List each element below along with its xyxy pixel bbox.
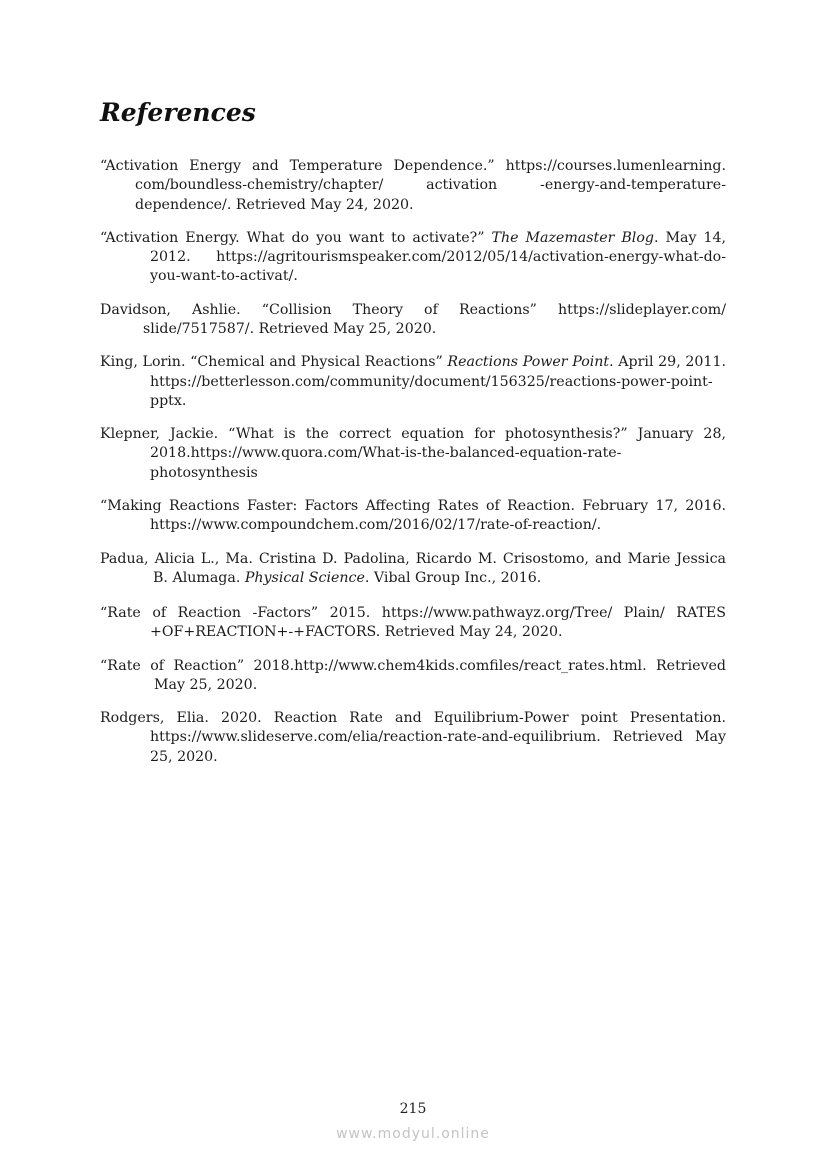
reference-item bbox=[100, 497, 726, 535]
reference-item bbox=[100, 425, 726, 483]
reference-text: “Rate of Reaction” 2018.http://www.chem4kids.comfiles/react_rates.html. Retrieved May 25, 2020. bbox=[100, 657, 726, 693]
reference-text: “Activation Energy. What do you want to activate?” bbox=[100, 229, 492, 246]
page-title: References bbox=[100, 98, 256, 127]
reference-item bbox=[100, 604, 726, 642]
reference-item bbox=[100, 709, 726, 767]
reference-italic-title: Physical Science bbox=[244, 569, 365, 586]
reference-text: Davidson, Ashlie. “Collision Theory of Reactions” https://slideplayer.com/ slide/7517587/. Retrieved May 25, 2020. bbox=[100, 301, 726, 337]
reference-item bbox=[100, 157, 726, 215]
watermark: www.modyul.online bbox=[336, 1126, 490, 1142]
reference-text-tail: . Vibal Group Inc., 2016. bbox=[364, 569, 542, 586]
reference-text-tail: . May 14, 2012. https://agritourismspeaker.com/2012/05/14/activation-energy-what-do-you-want-to-activat/. bbox=[150, 229, 727, 285]
reference-item bbox=[100, 657, 726, 695]
reference-text: “Activation Energy and Temperature Dependence.” https://courses.lumenlearning. com/boundless-chemistry/chapter/ activation -energy-and-temperature-dependence/. Retrieved May 24, 2020. bbox=[100, 158, 726, 213]
reference-item bbox=[100, 301, 726, 339]
reference-text: Rodgers, Elia. 2020. Reaction Rate and Equilibrium-Power point Presentation. https://www.slideserve.com/elia/reaction-rate-and-equilibrium. Retrieved May 25, 2020. bbox=[100, 710, 726, 765]
reference-text: Klepner, Jackie. “What is the correct equation for photosynthesis?” January 28, 2018.https://www.quora.com/What-is-the-balanced-equation-rate-photosynthesis bbox=[100, 426, 726, 481]
reference-italic-title: The Mazemaster Blog bbox=[491, 229, 654, 246]
reference-text: Padua, Alicia L., Ma. Cristina D. Padolina, Ricardo M. Crisostomo, and Marie Jessica B. Alumaga. bbox=[100, 550, 726, 586]
reference-list bbox=[100, 143, 726, 777]
reference-item bbox=[100, 229, 726, 287]
reference-item bbox=[100, 550, 726, 588]
reference-text: “Rate of Reaction -Factors” 2015. https://www.pathwayz.org/Tree/ Plain/ RATES +OF+REACTION+-+FACTORS. Retrieved May 24, 2020. bbox=[100, 604, 726, 641]
reference-item bbox=[100, 353, 726, 411]
reference-italic-title: Reactions Power Point bbox=[447, 354, 610, 371]
page-number: 215 bbox=[399, 1101, 427, 1117]
reference-text: “Making Reactions Faster: Factors Affecting Rates of Reaction. February 17, 2016. https://www.compoundchem.com/2016/02/17/rate-of-reaction/. bbox=[100, 497, 726, 534]
reference-text: King, Lorin. “Chemical and Physical Reactions” bbox=[100, 354, 448, 371]
reference-text-tail: . April 29, 2011. https://betterlesson.com/community/document/156325/reactions-power-point-pptx. bbox=[150, 354, 726, 409]
